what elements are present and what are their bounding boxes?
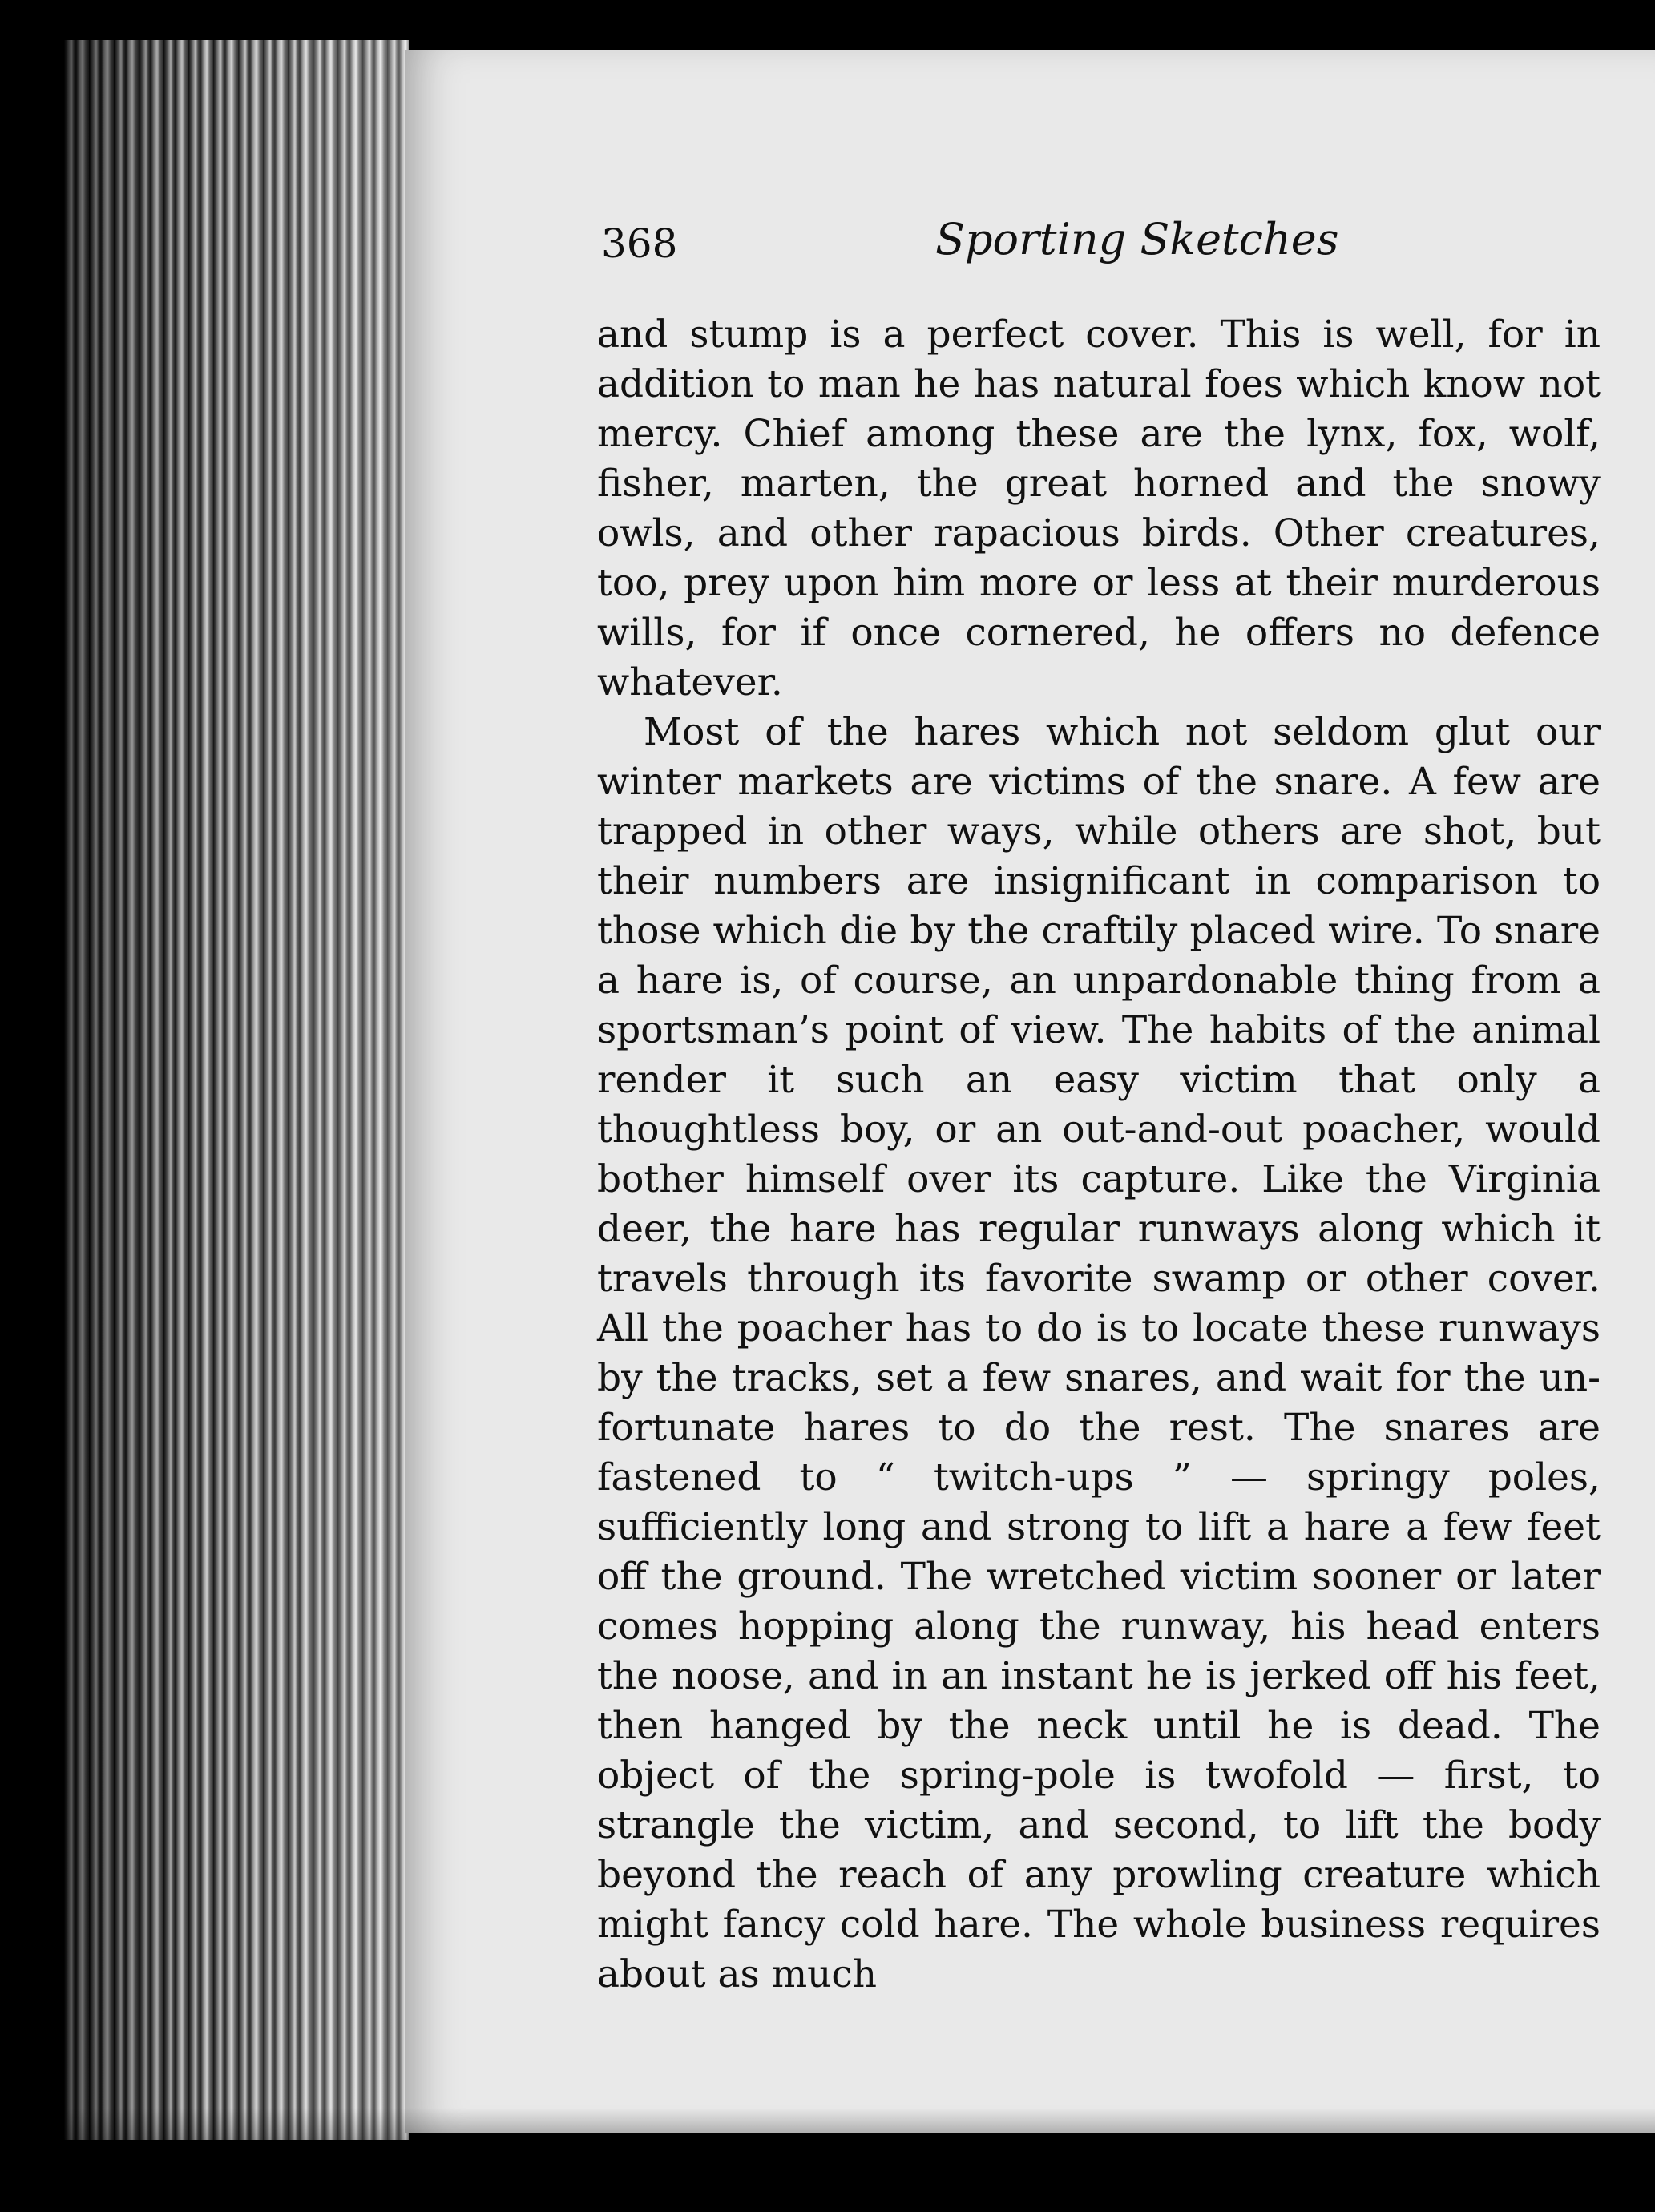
running-title: Sporting Sketches	[935, 214, 1339, 264]
paragraph-hares-snare: Most of the hares which not seldom glut our winter markets are victims of the snare. A few are trapped in other ways, while others are shot, but their numbers are insignificant in comparison to those which die by the craftily placed wire. To snare a hare is, of course, an unpardonable thing from a sportsman’s point of view. The habits of the animal render it such an easy victim that only a thoughtless boy, or an out-and-out poacher, would bother himself over its capture. Like the Virginia deer, the hare has regular runways along which it travels through its favorite swamp or other cover. All the poacher has to do is to locate these runways by the tracks, set a few snares, and wait for the unfortunate hares to do the rest. The snares are fastened to “ twitch-ups ” — springy poles, sufficiently long and strong to lift a hare a few feet off the ground. The wretched victim sooner or later comes hopping along the runway, his head enters the noose, and in an instant he is jerked off his feet, then hanged by the neck until he is dead. The object of the spring-pole is twofold — first, to strangle the victim, and second, to lift the body beyond the reach of any prowling creature which might fancy cold hare. The whole business requires about as much	[597, 710, 1601, 1996]
book-page-edges	[64, 40, 409, 2140]
paragraph-continued: and stump is a perfect cover. This is well, for in addition to man he has natural foes which know not mercy. Chief among these are the lynx, fox, wolf, fisher, marten, the great horned and the snowy owls, and other rapacious birds. Other creatures, too, prey upon him more or less at their murderous wills, for if once cornered, he offers no defence whatever.	[597, 313, 1601, 704]
page	[405, 50, 1655, 2133]
bottom-shadow	[0, 2108, 1655, 2212]
page-number: 368	[601, 220, 678, 267]
body-text	[597, 310, 1601, 2000]
page-header	[601, 214, 1611, 286]
